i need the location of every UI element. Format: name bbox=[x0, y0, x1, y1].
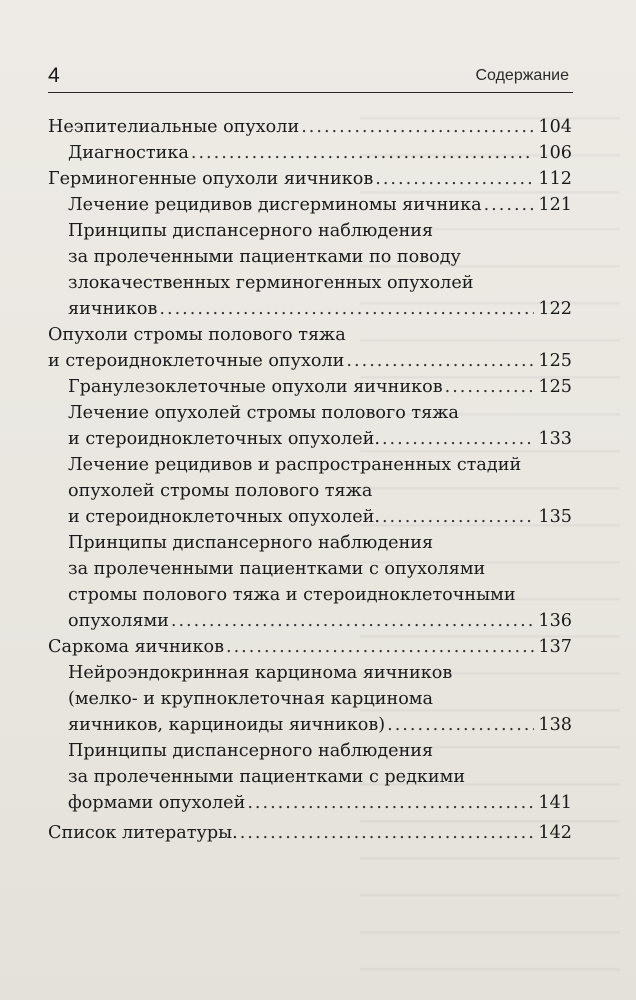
leader-dots bbox=[171, 610, 535, 632]
toc-entry-line: опухолей стромы полового тяжа bbox=[68, 481, 373, 501]
leader-dots bbox=[387, 714, 534, 736]
toc-entry bbox=[48, 168, 572, 190]
toc-entry bbox=[68, 376, 572, 398]
toc-entry-line: (мелко- и крупноклеточная карцинома bbox=[68, 689, 433, 709]
toc-entry-page: 133 bbox=[538, 429, 572, 449]
toc-entry-line: Принципы диспансерного наблюдения bbox=[68, 533, 434, 553]
toc-entry-line: Нейроэндокринная карцинома яичников bbox=[68, 663, 453, 683]
toc-entry-line: Лечение опухолей стромы полового тяжа bbox=[68, 403, 459, 423]
toc-entry bbox=[48, 116, 572, 138]
leader-dots bbox=[191, 142, 535, 164]
toc-entry bbox=[68, 506, 572, 528]
toc-entry bbox=[68, 194, 572, 216]
toc-entry-page: 142 bbox=[538, 823, 572, 843]
toc-entry-title: Лечение рецидивов дисгерминомы яичника bbox=[68, 195, 482, 215]
leader-dots bbox=[240, 822, 535, 844]
toc-entry-page: 121 bbox=[538, 195, 572, 215]
leader-dots bbox=[445, 376, 535, 398]
toc-entry bbox=[68, 298, 572, 320]
toc-entry-page: 125 bbox=[538, 351, 572, 371]
toc-entry-page: 137 bbox=[538, 637, 572, 657]
toc-entry-title: Неэпителиальные опухоли bbox=[48, 117, 300, 137]
toc-entry bbox=[68, 428, 572, 450]
toc-entry-page: 136 bbox=[538, 611, 572, 631]
toc-entry-page: 141 bbox=[538, 793, 572, 813]
leader-dots bbox=[301, 116, 534, 138]
leader-dots bbox=[346, 350, 534, 372]
toc-entry-title: Гранулезоклеточные опухоли яичников bbox=[68, 377, 443, 397]
toc-entry-title: Список литературы. bbox=[48, 823, 238, 843]
toc-entry-title: и стероидноклеточные опухоли bbox=[48, 351, 345, 371]
toc-entry bbox=[68, 610, 572, 632]
page-header bbox=[48, 62, 573, 93]
toc-entry-line: за пролеченными пациентками по поводу bbox=[68, 247, 461, 267]
toc-entry-page: 122 bbox=[538, 299, 572, 319]
toc-entry-title: яичников bbox=[68, 299, 158, 319]
toc-entry-page: 135 bbox=[538, 507, 572, 527]
toc-entry-line: стромы полового тяжа и стероидноклеточными bbox=[68, 585, 516, 605]
page-number: 4 bbox=[48, 64, 60, 87]
toc-entry-page: 125 bbox=[538, 377, 572, 397]
toc-entry-line: за пролеченными пациентками с опухолями bbox=[68, 559, 486, 579]
toc-entry bbox=[68, 792, 572, 814]
toc-entry-page: 104 bbox=[538, 117, 572, 137]
leader-dots bbox=[159, 298, 534, 320]
leader-dots bbox=[382, 428, 534, 450]
toc-entry-title: и стероидноклеточных опухолей. bbox=[68, 429, 380, 449]
toc-entry-title: формами опухолей bbox=[68, 793, 246, 813]
running-title: Содержание bbox=[475, 67, 569, 84]
leader-dots bbox=[247, 792, 534, 814]
toc-entry bbox=[68, 714, 572, 736]
toc-entry-title: Диагностика bbox=[68, 143, 189, 163]
toc-entry-line: Опухоли стромы полового тяжа bbox=[48, 325, 346, 345]
toc-entry-title: опухолями bbox=[68, 611, 169, 631]
toc-entry-page: 112 bbox=[538, 169, 572, 189]
toc-entry-line: за пролеченными пациентками с редкими bbox=[68, 767, 466, 787]
toc-entry-line: Принципы диспансерного наблюдения bbox=[68, 741, 434, 761]
toc-entry-title: и стероидноклеточных опухолей. bbox=[68, 507, 380, 527]
toc-entry-title: Саркома яичников bbox=[48, 637, 224, 657]
toc-entry-line: Лечение рецидивов и распространенных стадий bbox=[68, 455, 522, 475]
leader-dots bbox=[382, 506, 534, 528]
toc-entry-title: яичников, карциноиды яичников) bbox=[68, 715, 386, 735]
toc-entry bbox=[48, 636, 572, 658]
toc-entry bbox=[48, 822, 572, 844]
toc-entry-page: 106 bbox=[538, 143, 572, 163]
leader-dots bbox=[226, 636, 534, 658]
toc-entry-line: Принципы диспансерного наблюдения bbox=[68, 221, 434, 241]
toc-entry-line: злокачественных герминогенных опухолей bbox=[68, 273, 474, 293]
toc-entry bbox=[68, 142, 572, 164]
leader-dots bbox=[484, 194, 535, 216]
leader-dots bbox=[375, 168, 534, 190]
toc-entry-title: Герминогенные опухоли яичников bbox=[48, 169, 374, 189]
toc-entry bbox=[48, 350, 572, 372]
toc-entry-page: 138 bbox=[538, 715, 572, 735]
